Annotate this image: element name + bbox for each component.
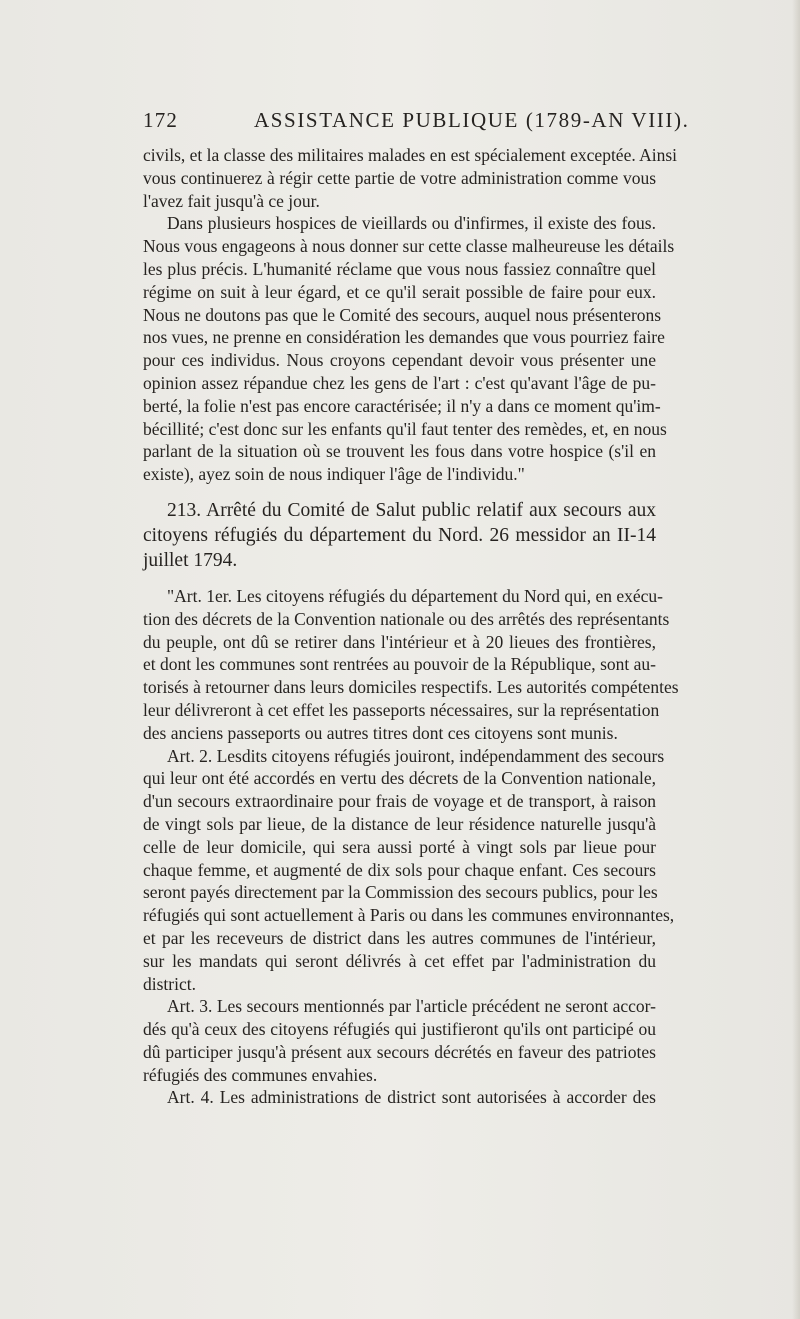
text-line: Nous ne doutons pas que le Comité des secours, auquel nous présenterons [143,304,662,325]
text-line: tion des décrets de la Convention nationale ou des arrêtés des représentants [143,608,670,629]
page-number: 172 [143,108,179,132]
text-line: existe), ayez soin de nous indiquer l'âge de l'individu." [143,464,525,485]
text-line: et par les receveurs de district dans les autres communes de l'intérieur, [143,927,656,948]
heading-line: citoyens réfugiés du département du Nord. 26 messidor an II-14 [143,524,656,546]
text-line: berté, la folie n'est pas encore caractérisée; il n'y a dans ce moment qu'im- [143,395,661,416]
text-line: et dont les communes sont rentrées au pouvoir de la République, sont au- [143,654,656,675]
text-line: de vingt sols par lieue, de la distance de leur résidence naturelle jusqu'à [143,813,656,834]
text-line: pour ces individus. Nous croyons cependant devoir vous présenter une [143,350,656,371]
text-line: l'avez fait jusqu'à ce jour. [143,190,320,211]
text-line: district. [143,973,196,994]
article-3 [143,995,656,1086]
text-line: "Art. 1er. Les citoyens réfugiés du département du Nord qui, en exécu- [167,585,664,606]
text-line: dés qu'à ceux des citoyens réfugiés qui justifieront qu'ils ont participé ou [143,1019,656,1040]
text-line: celle de leur domicile, qui sera aussi porté à vingt sols par lieue pour [143,836,656,857]
heading-line: 213. Arrêté du Comité de Salut public relatif aux secours aux [167,499,656,521]
text-line: chaque femme, et augmenté de dix sols pour chaque enfant. Ces secours [143,859,656,880]
article-4 [143,1086,656,1109]
paragraph-1 [143,144,678,212]
running-title: ASSISTANCE PUBLIQUE (1789-AN VIII). [254,108,690,132]
text-line: Art. 3. Les secours mentionnés par l'article précédent ne seront accor- [167,996,656,1017]
section-heading-213 [143,498,656,573]
article-2 [143,745,675,996]
text-line: leur délivreront à cet effet les passeports nécessaires, sur la représentation [143,699,660,720]
text-line: Nous vous engageons à nous donner sur cette classe malheureuse les détails [143,236,675,257]
text-line: torisés à retourner dans leurs domiciles respectifs. Les autorités compétentes [143,677,679,698]
text-line: Art. 4. Les administrations de district sont autorisées à accorder des [167,1087,656,1108]
text-line: opinion assez répandue chez les gens de l'art : c'est qu'avant l'âge de pu- [143,372,656,393]
paragraph-2 [143,212,675,486]
text-line: Dans plusieurs hospices de vieillards ou d'infirmes, il existe des fous. [167,213,656,234]
text-line: sur les mandats qui seront délivrés à cet effet par l'administration du [143,950,656,971]
text-line: civils, et la classe des militaires malades en est spécialement exceptée. Ainsi [143,145,678,165]
heading-line: juillet 1794. [143,549,238,571]
article-1 [143,585,679,745]
text-line: réfugiés des communes envahies. [143,1064,378,1085]
text-line: parlant de la situation où se trouvent les fous dans votre hospice (s'il en [143,441,656,462]
text-line: vous continuerez à régir cette partie de votre administration comme vous [143,167,656,188]
text-line: les plus précis. L'humanité réclame que vous nous fassiez connaître quel [143,258,656,279]
text-line: bécillité; c'est donc sur les enfants qu'il faut tenter des remèdes, et, en nous [143,418,667,439]
text-line: régime on suit à leur égard, et ce qu'il serait possible de faire pour eux. [143,281,656,302]
text-line: nos vues, ne prenne en considération les demandes que vous pourriez faire [143,327,665,348]
text-line: dû participer jusqu'à présent aux secours décrétés en faveur des patriotes [143,1041,656,1062]
running-head [143,108,690,138]
text-line: des anciens passeports ou autres titres dont ces citoyens sont munis. [143,722,618,743]
text-line: d'un secours extraordinaire pour frais de voyage et de transport, à raison [143,791,656,812]
text-body [143,144,679,1109]
text-line: seront payés directement par la Commission des secours publics, pour les [143,882,658,903]
text-line: réfugiés qui sont actuellement à Paris ou dans les communes environnantes, [143,905,675,926]
text-line: Art. 2. Lesdits citoyens réfugiés jouiront, indépendamment des secours [167,745,665,766]
page-edge-shadow [792,0,800,1319]
text-line: qui leur ont été accordés en vertu des décrets de la Convention nationale, [143,768,656,789]
text-line: du peuple, ont dû se retirer dans l'intérieur et à 20 lieues des frontières, [143,631,656,652]
